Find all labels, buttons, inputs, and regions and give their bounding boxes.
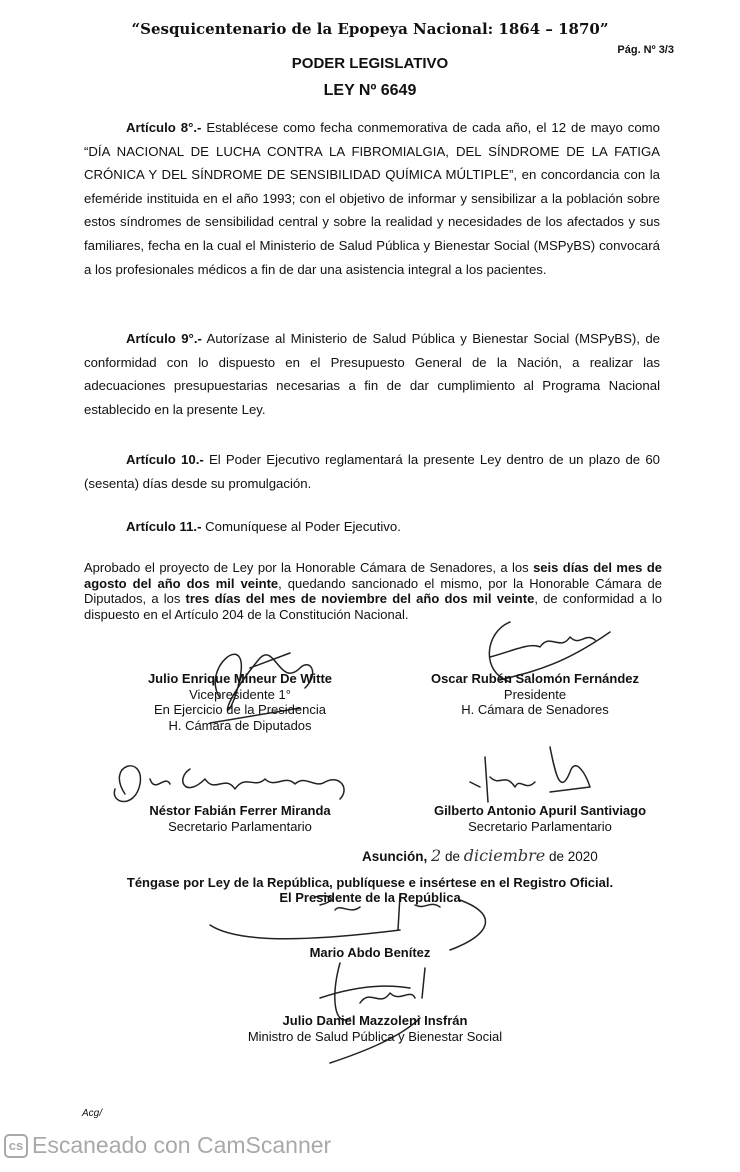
issuing-power: PODER LEGISLATIVO — [291, 55, 449, 72]
signatory-title: H. Cámara de Senadores — [461, 702, 609, 717]
page-number: Pág. Nº 3/3 — [617, 44, 674, 56]
signatory-name: Gilberto Antonio Apuril Santiviago — [433, 803, 647, 818]
promulgation-line: Téngase por Ley de la República, publíquese e insértese en el Registro Oficial. — [126, 875, 614, 890]
signatory-name: Oscar Rubén Salomón Fernández — [430, 671, 640, 686]
date-month: diciembre — [463, 846, 546, 865]
senate-date: seis días del mes de agosto del año dos mil veinte — [84, 560, 662, 591]
commemorative-motto: “Sesquicentenario de la Epopeya Nacional: 1864 – 1870” — [131, 20, 609, 38]
signatory-title: H. Cámara de Diputados — [168, 717, 312, 733]
article-label: Artículo 9°.- — [126, 331, 202, 346]
signatory-ferrer — [125, 803, 355, 834]
signatory-title: En Ejercicio de la Presidencia — [154, 702, 326, 717]
article-9 — [84, 327, 660, 421]
promulgation-date — [362, 846, 598, 865]
signatory-mineur — [120, 671, 360, 733]
article-text: Autorízase al Ministerio de Salud Pública y Bienestar Social (MSPyBS), de conformidad con lo dispuesto en el Presupuesto General de la Nación, a realizar las adecuaciones presupuestarias necesarias a fin de dar cumplimiento al Programa Nacional establecido en la presente Ley. — [84, 331, 660, 417]
signatory-title: Vicepresidente 1° — [189, 686, 291, 702]
article-text: Establécese como fecha conmemorativa de cada año, el 12 de mayo como “DÍA NACIONAL DE LUCHA CONTRA LA FIBROMIALGIA, DEL SÍNDROME DE LA FATIGA CRÓNICA Y DEL SÍNDROME DE SENSIBILIDAD QUÍMICA MÚLTIPLE”, en concordancia con la efeméride instituida en el año 1993; con el objetivo de informar y sensibilizar a la población sobre estos síndromes de sensibilidad central y sobre la realidad y necesidades de los afectados y sus familiares, fecha en la cual el Ministerio de Salud Pública y Bienestar Social (MSPyBS) convocará a los profesionales médicos a fin de dar una asistencia integral a los pacientes. — [84, 120, 660, 277]
date-connector: de — [548, 849, 565, 864]
signatory-abdo — [250, 945, 490, 961]
approval-text: Aprobado el proyecto de Ley por la Honorable Cámara de Senadores, a los — [84, 560, 534, 575]
scanner-watermark — [4, 1132, 331, 1159]
article-text: El Poder Ejecutivo reglamentará la presente Ley dentro de un plazo de 60 (sesenta) días desde su promulgación. — [84, 452, 660, 491]
signatory-salomon — [410, 671, 660, 718]
date-connector: de — [444, 849, 461, 864]
approval-text: , quedando sancionado el mismo, por la Honorable Cámara de Diputados, a los — [84, 575, 662, 606]
signature-apuril — [460, 742, 600, 812]
signatory-title: Secretario Parlamentario — [468, 818, 612, 834]
article-8 — [84, 116, 660, 281]
approval-text: , de conformidad a lo dispuesto en el Artículo 204 de la Constitución Nacional. — [84, 591, 662, 622]
signatory-title: Ministro de Salud Pública y Bienestar Social — [247, 1028, 503, 1044]
camscanner-logo-icon: cs — [4, 1134, 28, 1158]
signatory-title: Secretario Parlamentario — [168, 818, 312, 834]
promulgation-order — [0, 875, 740, 905]
signatory-title: Presidente — [503, 686, 567, 702]
signatory-name: Néstor Fabián Ferrer Miranda — [149, 803, 331, 818]
signatory-name: Julio Daniel Mazzoleni Insfrán — [282, 1013, 468, 1028]
date-year: 2020 — [567, 849, 598, 864]
article-10 — [84, 448, 660, 495]
law-number: LEY Nº 6649 — [323, 82, 417, 99]
signatory-name: Julio Enrique Mineur De Witte — [147, 671, 333, 686]
signatory-mazzoleni — [220, 1013, 530, 1044]
promulgation-line: El Presidente de la República — [279, 890, 461, 905]
deputies-date: tres días del mes de noviembre del año dos mil veinte — [185, 591, 535, 606]
article-label: Artículo 11.- — [126, 519, 202, 534]
article-text: Comuníquese al Poder Ejecutivo. — [201, 519, 401, 534]
date-day: 2 — [431, 846, 442, 865]
watermark-text: Escaneado con CamScanner — [32, 1132, 332, 1158]
signatory-name: Mario Abdo Benítez — [309, 945, 431, 960]
article-label: Artículo 10.- — [126, 452, 204, 467]
article-label: Artículo 8°.- — [126, 120, 202, 135]
signatory-apuril — [410, 803, 670, 834]
date-city: Asunción, — [362, 849, 428, 864]
typist-initials: Acg/ — [82, 1108, 103, 1119]
article-11 — [84, 515, 660, 539]
